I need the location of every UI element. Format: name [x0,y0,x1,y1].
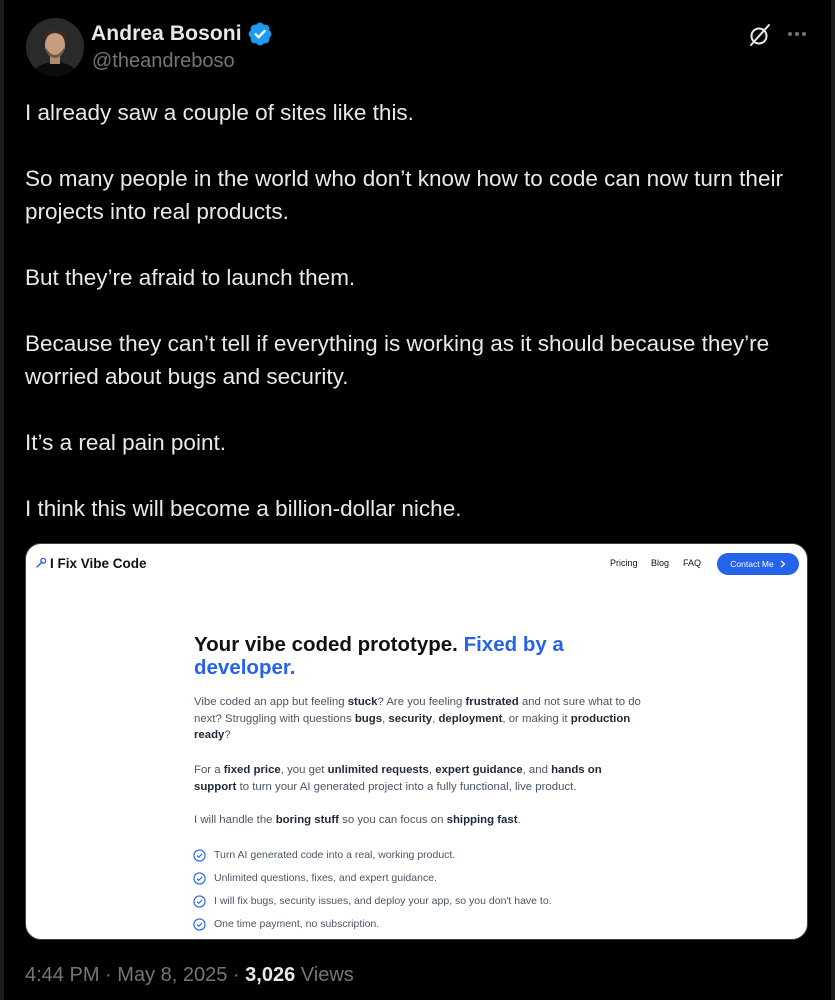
nav-pricing: Pricing [610,558,638,568]
tweet-paragraph: I already saw a couple of sites like this. [25,100,414,125]
tweet [4,0,831,1000]
meta-separator: · [232,964,240,986]
checklist-item: Unlimited questions, fixes, and expert guidance. [193,870,437,886]
check-circle-icon [193,872,206,885]
checklist-item: One time payment, no subscription. [193,916,379,932]
tweet-paragraph: But they’re afraid to launch them. [25,265,356,290]
chevron-right-icon [780,560,786,568]
tweet-text [25,96,805,558]
check-circle-icon [193,849,206,862]
tweet-paragraph: So many people in the world who don’t know how to code can now turn their projects into real products. [25,166,783,224]
site-brand: I Fix Vibe Code [50,556,147,571]
author-handle[interactable]: @theandreboso [92,50,235,72]
tweet-paragraph: Because they can’t tell if everything is working as it should because they’re worried about bugs and security. [25,331,770,389]
contact-me-label: Contact Me [730,559,774,569]
focus-paragraph: I will handle the boring stuff so you can focus on shipping fast. [194,814,521,826]
nav-blog: Blog [651,558,670,568]
tweet-paragraph: I think this will become a billion-dollar niche. [25,496,462,521]
views-label: Views [300,964,354,986]
hero-title-text: Your vibe coded prototype. [194,633,458,656]
avatar[interactable] [26,18,84,76]
check-circle-icon [193,918,206,931]
wrench-icon [35,557,47,569]
checklist-item: Turn AI generated code into a real, working product. [193,847,455,863]
checklist-item: I will fix bugs, security issues, and deploy your app, so you don't have to. [193,893,552,909]
views-count: 3,026 [245,964,296,986]
contact-me-button [717,553,799,575]
tweet-meta [25,964,354,987]
grok-icon[interactable] [747,22,773,48]
meta-separator: · [105,964,112,986]
verified-badge-icon [248,22,272,46]
more-icon[interactable] [784,22,810,48]
tweet-paragraph: It’s a real pain point. [25,430,226,455]
tweet-date[interactable]: May 8, 2025 [117,964,228,986]
hero-title [194,633,614,679]
tweet-time[interactable]: 4:44 PM [25,964,100,986]
hero-title-accent: Fixed by a developer. [194,633,564,679]
author-name[interactable]: Andrea Bosoni [91,22,242,45]
offer-paragraph: For a fixed price, you get unlimited requests, expert guidance, and hands on support to turn your AI generated project into a fully functional, live product. [194,764,602,793]
nav-faq: FAQ [683,558,702,568]
check-circle-icon [193,895,206,908]
embedded-image-card[interactable] [25,543,808,940]
intro-paragraph: Vibe coded an app but feeling stuck? Are you feeling frustrated and not sure what to do next? Struggling with questions bugs, security, deployment, or making it production ready? [194,696,641,741]
